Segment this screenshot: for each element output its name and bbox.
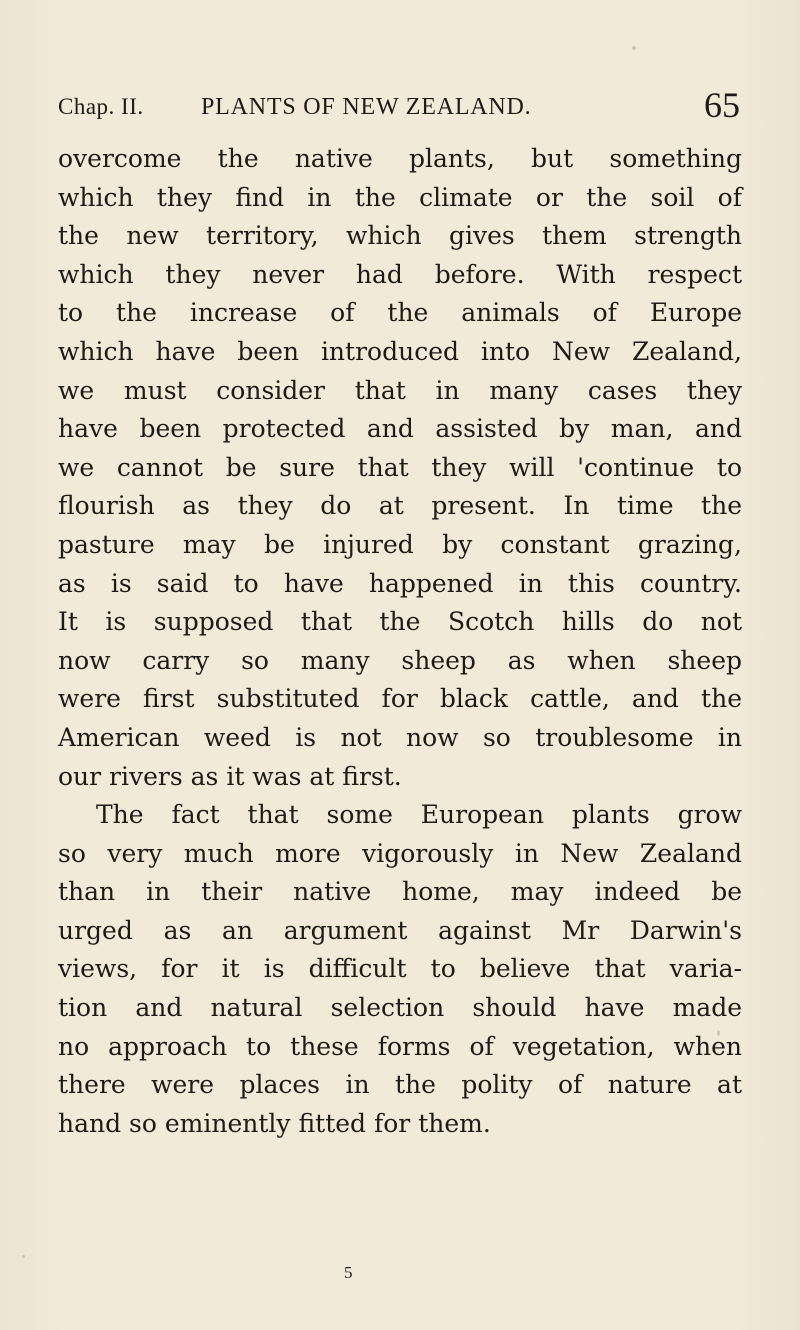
text-line: no approach to these forms of vegetation, when xyxy=(58,1031,742,1061)
body-text xyxy=(58,140,742,1143)
text-line: as is said to have happened in this country. xyxy=(58,568,742,598)
text-line: we must consider that in many cases they xyxy=(58,375,742,405)
paper-speck xyxy=(717,1030,720,1036)
text-line: which have been introduced into New Zealand, xyxy=(58,336,742,366)
text-line: to the increase of the animals of Europe xyxy=(58,298,742,328)
chapter-label: Chap. II. xyxy=(58,94,144,119)
text-line: which they find in the climate or the soil of xyxy=(58,182,742,212)
text-line: so very much more vigorously in New Zealand xyxy=(58,838,742,868)
text-line: The fact that some European plants grow xyxy=(96,800,742,830)
text-line: urged as an argument against Mr Darwin's xyxy=(58,915,742,945)
text-line: views, for it is difficult to believe that varia- xyxy=(58,954,742,984)
paper-speck xyxy=(632,46,636,50)
text-line: flourish as they do at present. In time the xyxy=(58,491,742,521)
text-line: American weed is not now so troublesome in xyxy=(58,722,742,752)
text-line: overcome the native plants, but something xyxy=(58,144,742,173)
signature-mark: 5 xyxy=(344,1263,353,1282)
text-line: which they never had before. With respect xyxy=(58,259,742,289)
running-title: PLANTS OF NEW ZEALAND. xyxy=(201,94,532,120)
text-line: we cannot be sure that they will 'continue to xyxy=(58,452,742,482)
text-line: pasture may be injured by constant grazing, xyxy=(58,529,742,559)
text-line: hand so eminently fitted for them. xyxy=(58,1108,491,1138)
paper-speck xyxy=(22,1255,25,1258)
running-header xyxy=(58,85,740,128)
text-line: have been protected and assisted by man, and xyxy=(58,414,742,444)
text-line: It is supposed that the Scotch hills do not xyxy=(58,607,742,637)
page-number: 65 xyxy=(704,85,740,125)
text-line: tion and natural selection should have made xyxy=(58,993,742,1023)
text-line: than in their native home, may indeed be xyxy=(58,877,742,907)
text-line: the new territory, which gives them strength xyxy=(58,221,742,251)
text-line: were first substituted for black cattle, and the xyxy=(58,684,742,714)
text-line: our rivers as it was at first. xyxy=(58,761,402,791)
text-line: now carry so many sheep as when sheep xyxy=(58,645,742,675)
text-line: there were places in the polity of nature at xyxy=(58,1070,742,1100)
